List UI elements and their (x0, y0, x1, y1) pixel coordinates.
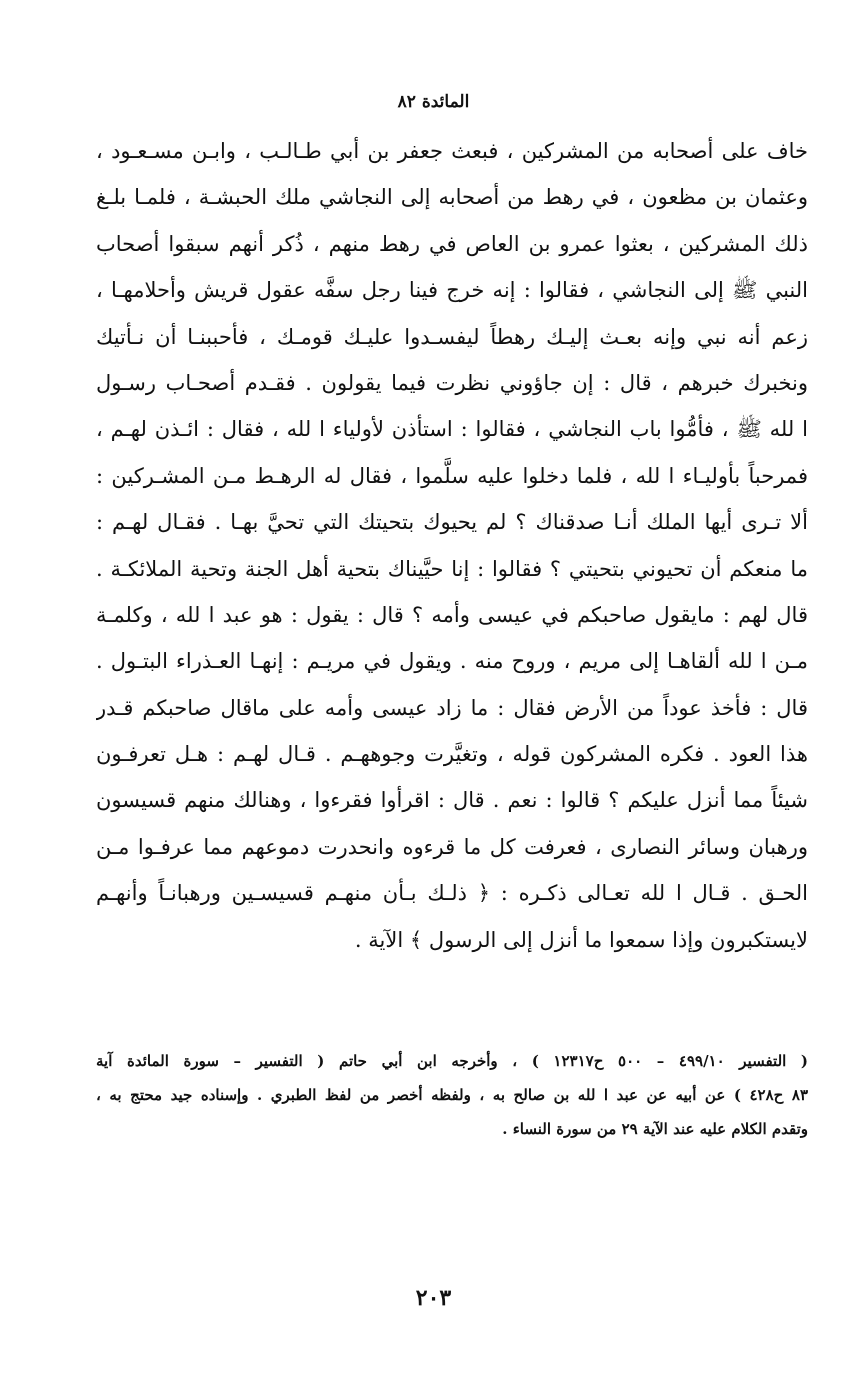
text-line: هذا العود . فكره المشركون قوله ، وتغيَّرت وجوههـم . قـال لهـم : هـل تعرفـون (96, 742, 808, 767)
text-line: ورهبان وسائر النصارى ، فعرفت كل ما قرءوه وانحدرت دموعهم مما عرفـوا مـن (96, 834, 808, 859)
footnote-line: ( التفسير ٤٩٩/١٠ – ٥٠٠ ح١٢٣١٧ ) ، وأخرجه ابن أبي حاتم ( التفسير – سورة المائدة آية (96, 1052, 808, 1070)
text-line: لايستكبرون وإذا سمعوا ما أنزل إلى الرسول ﴾ الآية . (354, 927, 808, 952)
main-text (96, 128, 808, 963)
text-line: فمرحباً بأوليـاء ا لله ، فلما دخلوا عليه سلَّموا ، فقال له الرهـط مـن المشـركين : (96, 463, 808, 488)
text-line: ألا تـرى أيها الملك أنـا صدقناك ؟ لم يحيوك بتحيتك التي تحيَّ بهـا . فقـال لهـم : (96, 510, 808, 535)
text-line: النبي ﷺ إلى النجاشي ، فقالوا : إنه خرج فينا رجل سفَّه عقول قريش وأحلامهـا ، (96, 278, 808, 303)
text-line: ذلك المشركين ، بعثوا عمرو بن العاص في رهط منهم ، ذُكر أنهم سبقوا أصحاب (96, 231, 808, 256)
text-line: وعثمان بن مظعون ، في رهط من أصحابه إلى النجاشي ملك الحبشـة ، فلمـا بلـغ (96, 185, 808, 210)
text-line: الحـق . قـال ا لله تعـالى ذكـره : ﴿ ذلـك بـأن منهـم قسيسـين ورهبانـاً وأنهـم (96, 881, 808, 906)
text-line: ونخبرك خبرهم ، قال : إن جاؤوني نظرت فيما يقولون . فقـدم أصحـاب رسـول (96, 370, 808, 395)
text-line: قال : فأخذ عوداً من الأرض فقال : ما زاد عيسى وأمه على ماقال صاحبكم قـدر (96, 695, 808, 720)
text-line: ا لله ﷺ ، فأمُّوا باب النجاشي ، فقالوا : استأذن لأولياء ا لله ، فقال : ائـذن لهـم ، (96, 417, 808, 442)
text-line: قال لهم : مايقول صاحبكم في عيسى وأمه ؟ قال : يقول : هو عبد ا لله ، وكلمـة (96, 602, 808, 627)
running-header: المائدة ٨٢ (397, 92, 470, 112)
text-line: شيئاً مما أنزل عليكم ؟ قالوا : نعم . قال : اقرأوا فقرءوا ، وهنالك منهم قسيسون (96, 788, 808, 813)
footnote-line: وتقدم الكلام عليه عند الآية ٢٩ من سورة النساء . (502, 1120, 808, 1138)
text-line: مـن ا لله ألقاهـا إلى مريم ، وروح منه . ويقول في مريـم : إنهـا العـذراء البتـول . (96, 649, 808, 674)
text-line: ما منعكم أن تحيوني بتحيتي ؟ فقالوا : إنا حيَّيناك بتحية أهل الجنة وتحية الملائكـة . (96, 556, 808, 581)
page-number: ٢٠٣ (415, 1285, 452, 1311)
text-line: زعم أنه نبي وإنه بعـث إليـك رهطاً ليفسـدوا عليـك قومـك ، فأحببنـا أن نـأتيك (96, 324, 808, 349)
text-line: خاف على أصحابه من المشركين ، فبعث جعفر بن أبي طـالـب ، وابـن مسـعـود ، (96, 139, 808, 163)
footnote-line: ٨٣ ح٤٢٨ ) عن أبيه عن عبد ا لله بن صالح به ، ولفظه أخصر من لفظ الطبري . وإسناده جيد محتج به ، (96, 1086, 808, 1104)
footnote (96, 1044, 808, 1146)
